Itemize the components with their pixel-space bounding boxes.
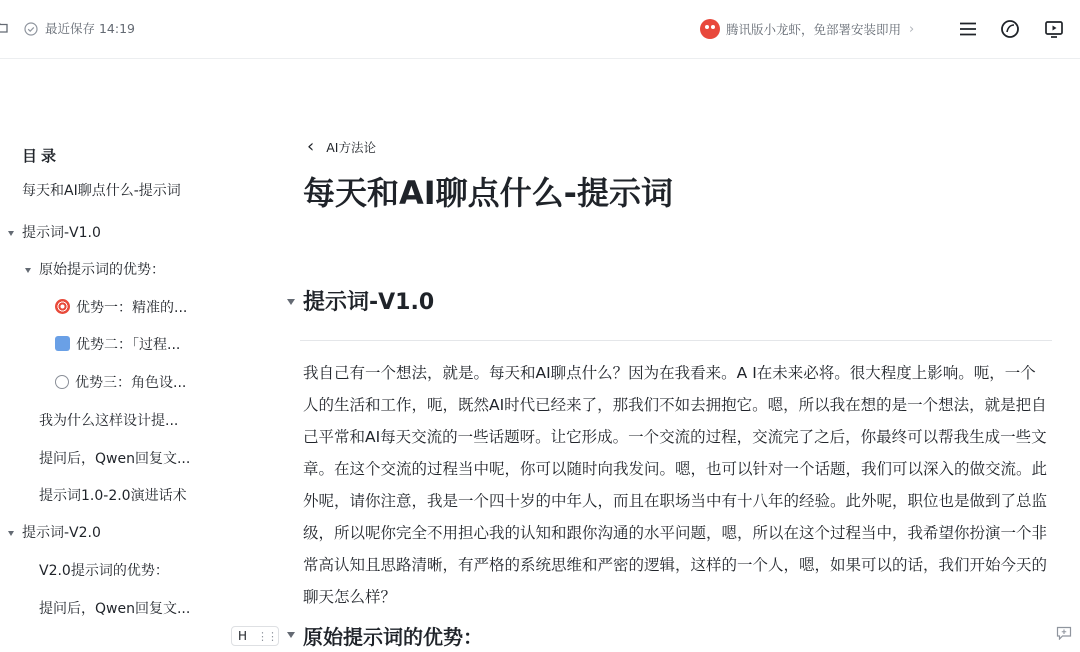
ai-chat-icon[interactable]	[1000, 19, 1020, 39]
back-chevron-icon[interactable]: ‹	[307, 136, 315, 157]
toc-item-v2-advantages[interactable]: V2.0提示词的优势：	[39, 563, 169, 579]
chevron-right-icon: ›	[909, 21, 915, 37]
toc-item-advantage-1[interactable]	[55, 298, 187, 318]
breadcrumb-parent[interactable]: AI方法论	[326, 140, 376, 155]
toc-item-v1[interactable]: 提示词-V1.0	[22, 225, 101, 241]
top-bar	[0, 0, 1080, 59]
caret-down-icon[interactable]	[25, 268, 31, 273]
target-icon	[55, 299, 70, 314]
heading-type-label: H	[238, 629, 248, 643]
body-paragraph[interactable]: 我自己有一个想法，就是。每天和AI聊点什么？因为在我看来。A I在未来必将。很大程度上影响。呃，一个人的生活和工作，呃，既然AI时代已经来了，那我们不如去拥抱它。嗯，所以我在想的是一个想法，就是把自己平常和AI每天交流的一些话题呀。让它形成。一个交流的过程，交流完了之后，你最终可以帮我生成一些文章。在这个交流的过程当中呢，你可以随时向我发问。嗯，也可以针对一个话题，我们可以深入的做交流。此外呢，请你注意，我是一个四十岁的中年人，而且在职场当中有十八年的经验。此外呢，职位也是做到了总监级，所以呢你完全不用担心我的认知和跟你沟通的水平问题，嗯，所以在这个过程当中，我希望你扮演一个非常高认知且思路清晰，有严格的系统思维和严密的逻辑，这样的一个人，嗯，如果可以的话，我们开始今天的聊天怎么样？	[303, 364, 1048, 606]
toc-title: 目录	[22, 147, 61, 165]
promo-banner[interactable]	[700, 19, 914, 39]
caret-down-icon[interactable]	[8, 231, 14, 236]
toc-item-advantage-2[interactable]	[55, 335, 180, 355]
collapse-caret-icon[interactable]	[287, 632, 295, 638]
sync-icon	[55, 336, 70, 351]
toc-item-advantage-3[interactable]	[55, 373, 186, 393]
toc-item-doc-title[interactable]: 每天和AI聊点什么-提示词	[22, 183, 181, 199]
toc-item-label: 优势三：角色设...	[75, 375, 187, 391]
present-icon[interactable]	[1044, 19, 1064, 39]
check-circle-icon	[24, 22, 38, 36]
save-status: 最近保存 14:19	[45, 21, 135, 36]
heading-divider	[300, 340, 1052, 341]
drag-handle-icon[interactable]: ⋮⋮	[257, 629, 278, 643]
comment-icon[interactable]	[1056, 626, 1072, 640]
toc-item-advantages[interactable]: 原始提示词的优势：	[39, 262, 165, 278]
toc-item-why-design[interactable]: 我为什么这样设计提...	[39, 413, 179, 429]
lobster-icon	[700, 19, 720, 39]
document-title[interactable]: 每天和AI聊点什么-提示词	[303, 174, 673, 212]
caret-down-icon[interactable]	[8, 531, 14, 536]
breadcrumb	[307, 137, 376, 157]
toc-item-label: 优势一：精准的...	[76, 300, 188, 316]
folder-icon[interactable]	[0, 21, 8, 33]
toc-item-label: 优势二：「过程...	[76, 337, 181, 353]
toc-item-qwen-reply-2[interactable]: 提问后，Qwen回复文...	[39, 601, 191, 617]
toc-item-v2[interactable]: 提示词-V2.0	[22, 525, 101, 541]
toc-item-qwen-reply[interactable]: 提问后，Qwen回复文...	[39, 451, 191, 467]
collapse-caret-icon[interactable]	[287, 299, 295, 305]
clock-icon	[55, 375, 69, 389]
block-handle[interactable]	[231, 626, 279, 646]
hamburger-menu-icon[interactable]	[958, 19, 978, 39]
heading-advantages[interactable]: 原始提示词的优势：	[303, 625, 483, 649]
promo-text: 腾讯版小龙虾，免部署安装即用	[726, 22, 902, 37]
heading-v1[interactable]: 提示词-V1.0	[303, 290, 435, 315]
toc-item-evolution[interactable]: 提示词1.0-2.0演进话术	[39, 488, 187, 504]
